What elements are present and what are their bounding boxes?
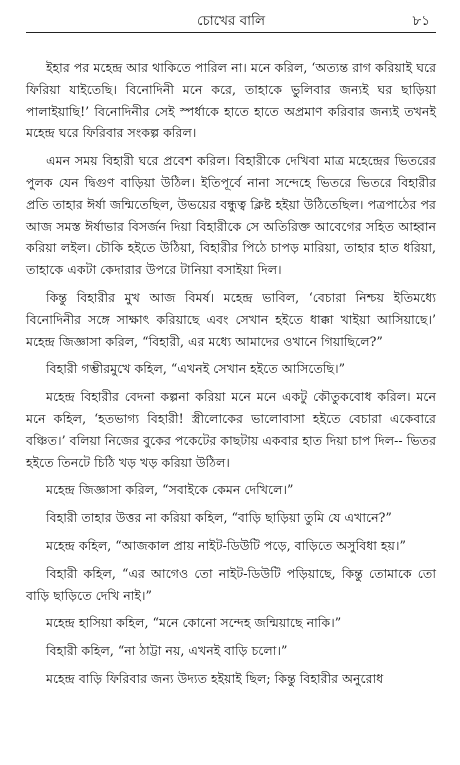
paragraph: বিহারী কহিল, “না ঠাট্টা নয়, এখনই বাড়ি চলো।” <box>46 643 288 659</box>
paragraph: বিহারী তাহার উত্তর না করিয়া কহিল, “বাড়ি ছাড়িয়া তুমি যে এখানে?” <box>46 510 392 526</box>
paragraph: মহেন্দ্র বিহারীর বেদনা কল্পনা করিয়া মনে মনে একটু কৌতুকবোধ করিল। মনে মনে কহিল, ‘হতভাগ্য বিহারী! স্ত্রীলোকের ভালোবাসা হইতে বেচারা একেবারে বঞ্চিত।’ বলিয়া নিজের বুকের পকেটের কাছটায় একবার হাত দিয়া চাপ দিল-- ভিতর হইতে তিনটে চিঠি খড় খড় করিয়া উঠিল। <box>26 389 436 470</box>
paragraph: মহেন্দ্র কহিল, “আজকাল প্রায় নাইট-ডিউটি পড়ে, বাড়িতে অসুবিধা হয়।” <box>46 537 406 553</box>
paragraph: ইহার পর মহেন্দ্র আর থাকিতে পারিল না। মনে করিল, ‘অত্যন্ত রাগ করিয়াই ঘরে ফিরিয়া যাইতেছি। বিনোদিনী মনে করে, তাহাকে ভুলিবার জন্যই ঘর ছাড়িয়া পালাইয়াছি!’ বিনোদিনীর সেই স্পর্ধাকে হাতে হাতে অপ্রমাণ করিবার জন্যই তখনই মহেন্দ্র ঘরে ফিরিবার সংকল্প করিল। <box>26 60 436 141</box>
paragraph: বিহারী কহিল, “এর আগেও তো নাইট-ডিউটি পড়িয়াছে, কিন্তু তোমাকে তো বাড়ি ছাড়িতে দেখি নাই।” <box>26 565 436 603</box>
paragraph: বিহারী গম্ভীরমুখে কহিল, “এখনই সেখান হইতে আসিতেছি।” <box>46 361 346 377</box>
page-number: ৮১ <box>412 13 430 29</box>
body-text <box>26 57 436 690</box>
paragraph: মহেন্দ্র জিজ্ঞাসা করিল, “সবাইকে কেমন দেখিলে।” <box>46 482 294 498</box>
running-title: চোখের বালি <box>196 13 266 29</box>
paragraph: মহেন্দ্র হাসিয়া কহিল, “মনে কোনো সন্দেহ জন্মিয়াছে নাকি।” <box>46 615 342 631</box>
paragraph: মহেন্দ্র বাড়ি ফিরিবার জন্য উদ্যত হইয়াই ছিল; কিন্তু বিহারীর অনুরোধ <box>46 670 384 686</box>
page-header <box>26 8 436 33</box>
paragraph: এমন সময় বিহারী ঘরে প্রবেশ করিল। বিহারীকে দেখিবা মাত্র মহেন্দ্রের ভিতরের পুলক যেন দ্বিগুণ বাড়িয়া উঠিল। ইতিপূর্বে নানা সন্দেহে ভিতরে ভিতরে বিহারীর প্রতি তাহার ঈর্ষা জন্মিতেছিল, উভয়ের বন্ধুত্ব ক্লিষ্ট হইয়া উঠিতেছিল। পত্রপাঠের পর আজ সমস্ত ঈর্ষাভার বিসর্জন দিয়া বিহারীকে সে অতিরিক্ত আবেগের সহিত আহ্বান করিয়া লইল। চৌকি হইতে উঠিয়া, বিহারীর পিঠে চাপড় মারিয়া, তাহার হাত ধরিয়া, তাহাকে একটা কেদারার উপরে টানিয়া বসাইয়া দিল। <box>26 153 436 278</box>
paragraph: কিন্তু বিহারীর মুখ আজ বিমর্ষ। মহেন্দ্র ভাবিল, ‘বেচারা নিশ্চয় ইতিমধ্যে বিনোদিনীর সঙ্গে সাক্ষাৎ করিয়াছে এবং সেখান হইতে ধাক্কা খাইয়া আসিয়াছে।’ মহেন্দ্র জিজ্ঞাসা করিল, “বিহারী, এর মধ্যে আমাদের ওখানে গিয়াছিলে?” <box>26 289 436 349</box>
